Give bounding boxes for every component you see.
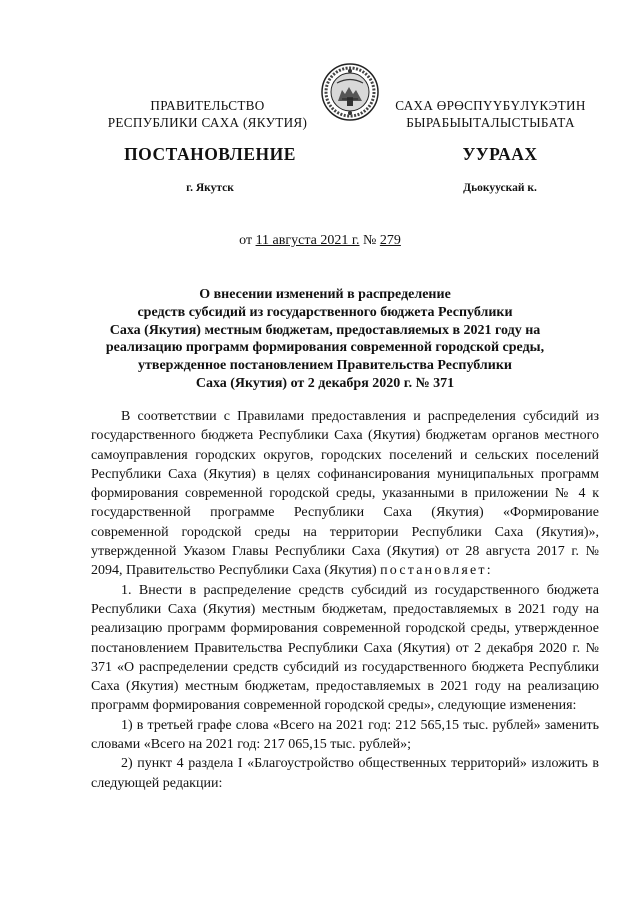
decree-number: 279 <box>379 233 401 248</box>
decree-title-ru: ПОСТАНОВЛЕНИЕ <box>124 144 296 164</box>
government-name-ru <box>100 97 315 131</box>
title-line: Саха (Якутия) от 2 декабря 2020 г. № 371 <box>195 375 455 391</box>
decree-date-number <box>0 233 640 249</box>
decree-date: 11 августа 2021 г. <box>255 233 360 248</box>
date-prefix: от <box>239 233 256 248</box>
number-sign: № <box>359 233 380 248</box>
coat-of-arms-emblem-icon <box>320 61 380 123</box>
title-line: Саха (Якутия) местным бюджетам, предоставляемых в 2021 году на <box>109 322 541 338</box>
resolves-word: постановляет <box>380 563 487 579</box>
government-name-ru-line1: ПРАВИТЕЛЬСТВО <box>150 98 265 113</box>
subclause-2-paragraph: 2) пункт 4 раздела I «Благоустройство общественных территорий» изложить в следующей редакции: <box>91 756 599 791</box>
government-name-sakha-line1: САХА ӨРӨСПҮҮБҮЛҮКЭТИН <box>395 98 586 113</box>
subclause-1-paragraph: 1) в третьей графе слова «Всего на 2021 год: 212 565,15 тыс. рублей» заменить словами «Всего на 2021 год: 217 065,15 тыс. рублей»; <box>91 717 599 753</box>
document-title <box>95 286 555 393</box>
title-line: средств субсидий из государственного бюджета Республики <box>137 304 513 320</box>
government-name-sakha-line2: БЫРАБЫЫТАЛЫСТЫБАТА <box>406 115 575 130</box>
preamble-colon: : <box>486 563 491 579</box>
preamble-paragraph <box>91 407 599 581</box>
preamble-text: В соответствии с Правилами предоставления и распределения субсидий из государственного бюджета Республики Саха (Якутия) бюджетам органов местного самоуправления городских округов, городских поселений и сельских поселений Республики Саха (Якутия) в целях софинансирования муниципальных программ формирования современной городской среды, указанными в приложении № 4 к государственной программе Республики Саха (Якутия) «Формирование современной городской среды на территории Республики Саха (Якутия)», утвержденной Указом Главы Республики Саха (Якутия) от 28 августа 2017 г. № 2094, Правительство Республики Саха (Якутия) <box>91 409 599 579</box>
title-line: О внесении изменений в распределение <box>199 287 451 302</box>
city-name-ru: г. Якутск <box>186 182 234 194</box>
clause-1-paragraph: 1. Внести в распределение средств субсидий из государственного бюджета Республики Саха (Якутия) местным бюджетам, предоставляемых в 2021 году на реализацию программ формирования современной городской среды, утвержденное постановлением Правительства Республики Саха (Якутия) от 2 декабря 2020 г. № 371 «О распределении средств субсидий из государственного бюджета Республики Саха (Якутия) местным бюджетам, предоставляемых в 2021 году на реализацию программ формирования современной городской среды», следующие изменения: <box>91 582 599 714</box>
government-name-sakha <box>383 97 598 131</box>
document-body <box>91 407 599 793</box>
government-name-ru-line2: РЕСПУБЛИКИ САХА (ЯКУТИЯ) <box>107 115 308 130</box>
title-line: утвержденное постановлением Правительства Республики <box>138 358 512 374</box>
decree-title-sakha: УУРААХ <box>462 144 538 164</box>
city-name-sakha: Дьокуускай к. <box>463 182 537 194</box>
title-line: реализацию программ формирования современной городской среды, <box>105 340 545 356</box>
